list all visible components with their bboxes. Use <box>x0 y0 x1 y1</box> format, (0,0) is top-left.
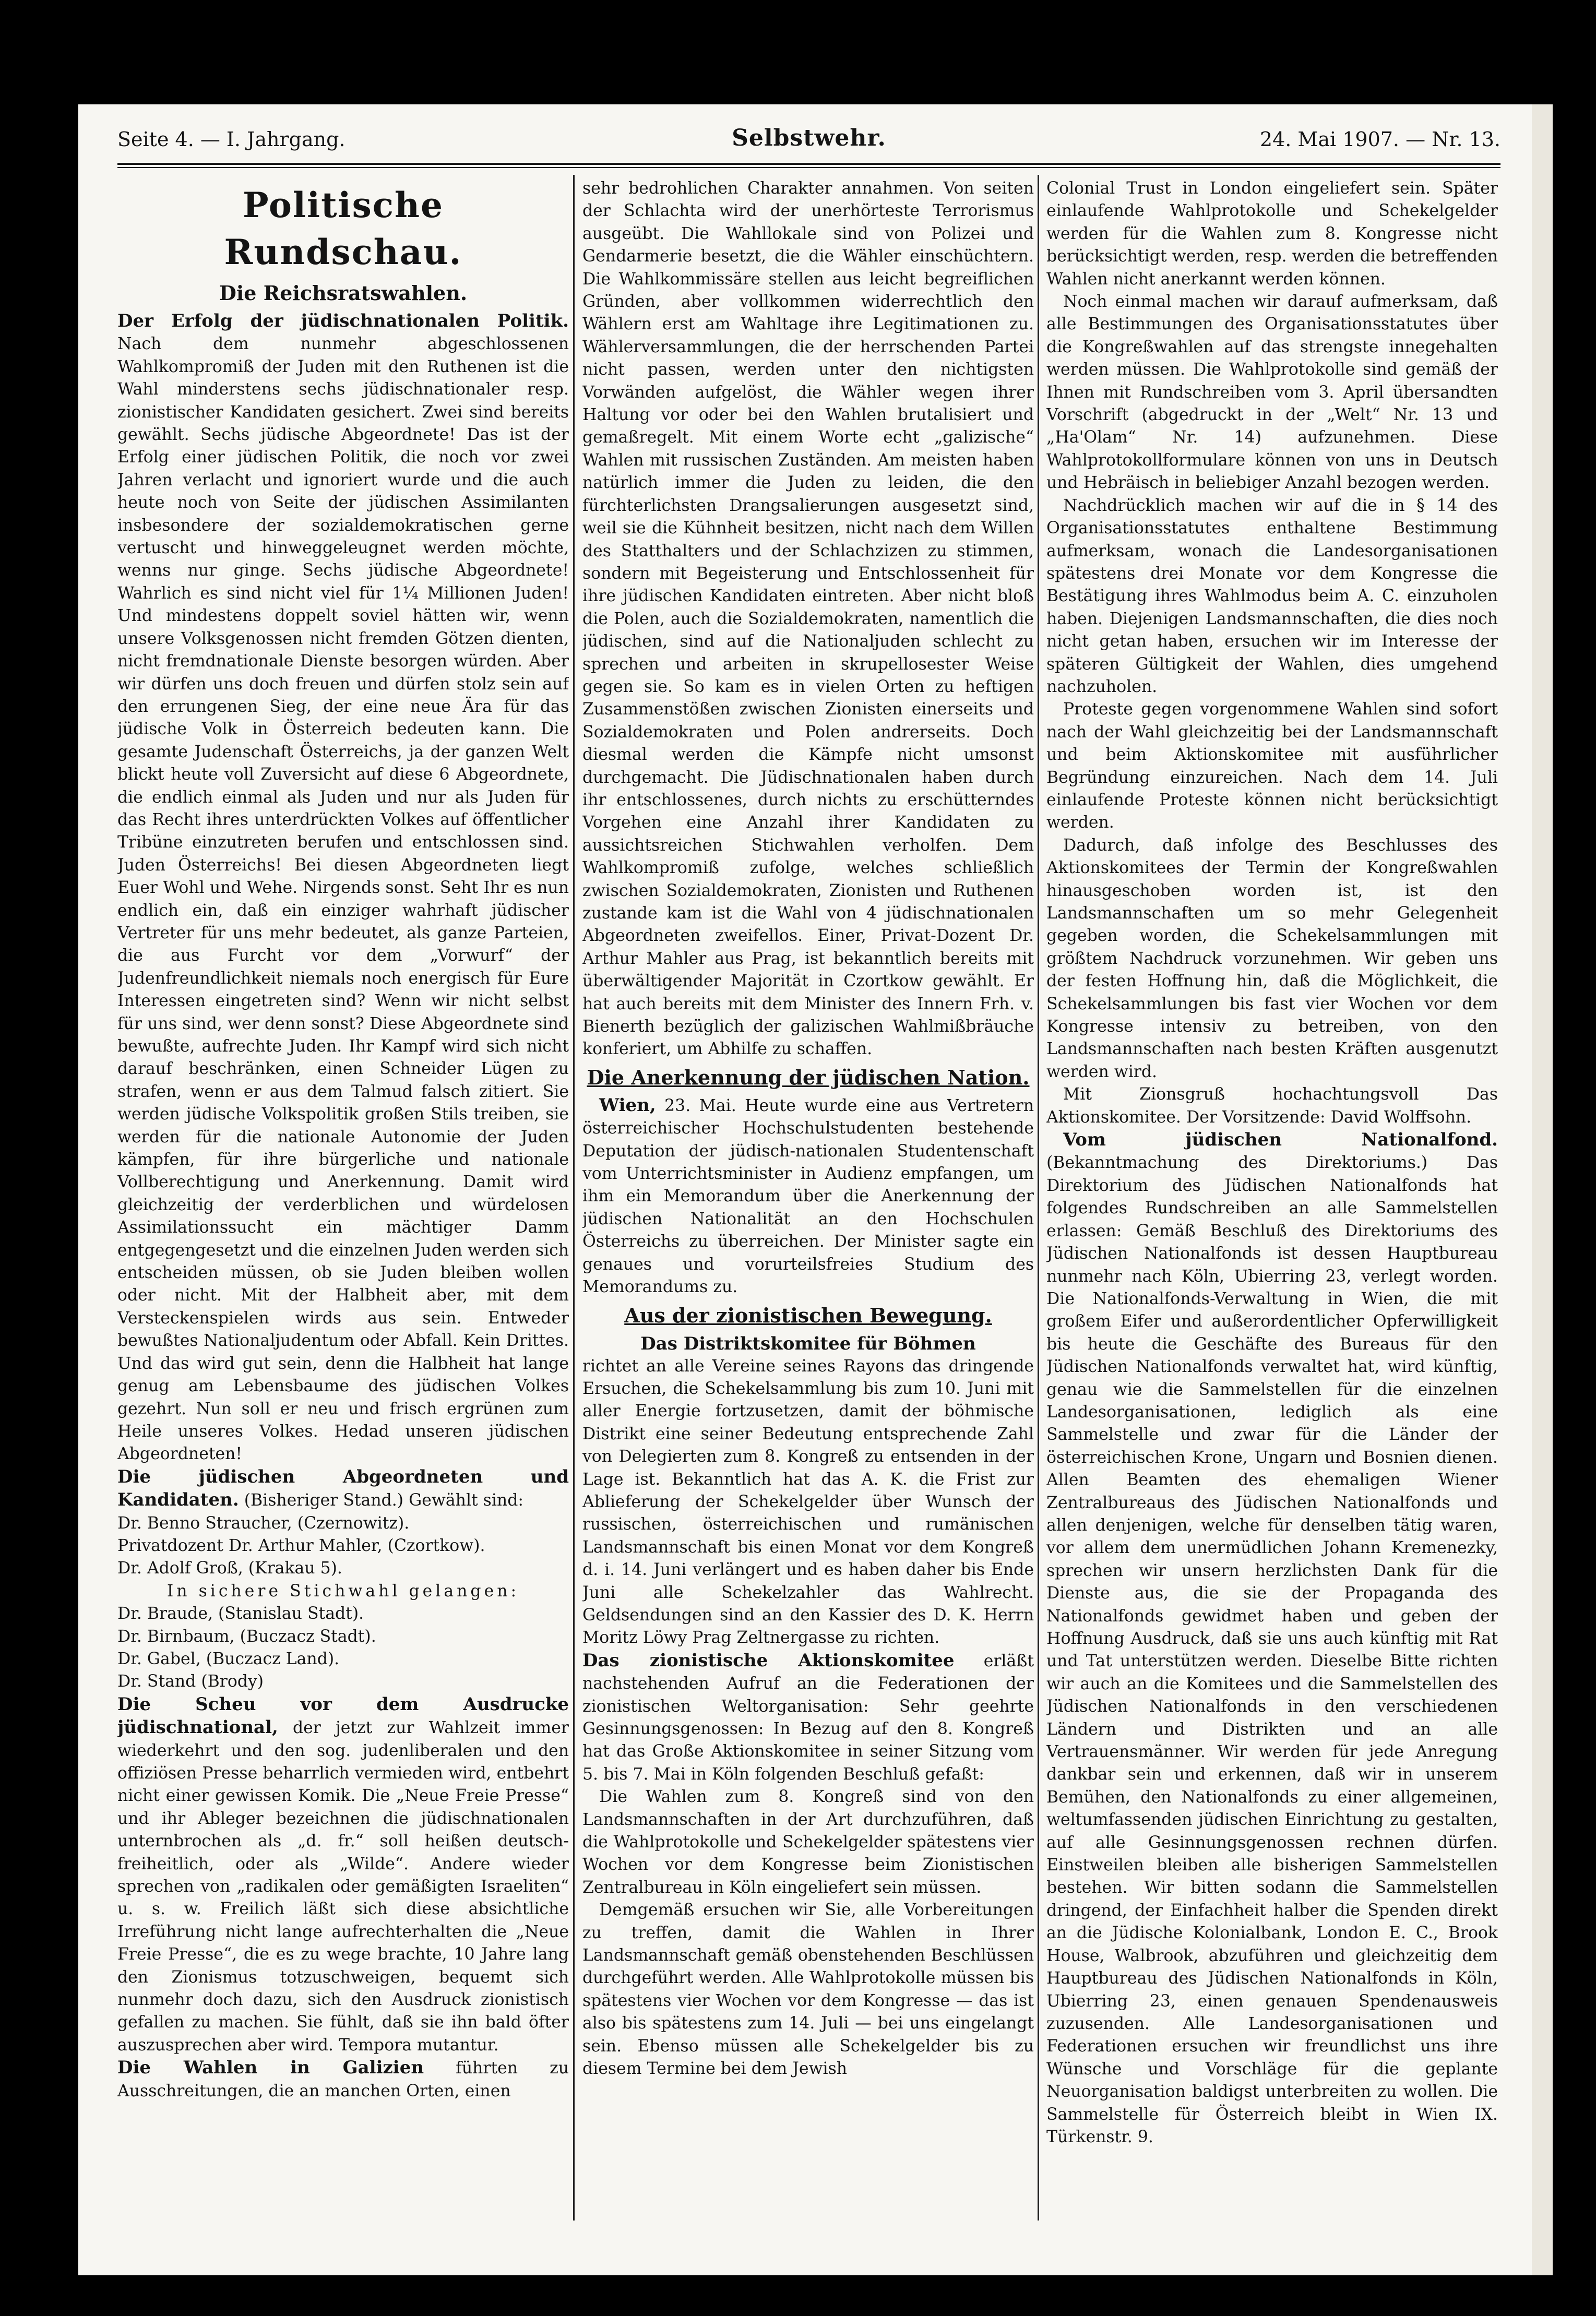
header-rule <box>117 163 1500 165</box>
article-paragraph: Colonial Trust in London eingeliefert sein. Später einlaufende Wahlprotokolle und Schekelgelder werden für die Wahlen zum 8. Kongresse nicht berücksichtigt werden, resp. werden die betreffenden Wahlen nicht anerkannt werden können. <box>1046 179 1498 289</box>
article-paragraph <box>117 1693 569 2057</box>
article-paragraph: Die Wahlen zum 8. Kongreß sind von den Landsmannschaften in der Art durchzuführen, daß die Wahlprotokolle und Schekelgelder spätestens vier Wochen vor dem Kongresse beim Zionistischen Zentralbureau in Köln eingeliefert sein müssen. <box>582 1787 1034 1897</box>
article-paragraph <box>117 1466 569 1512</box>
article-text: führten zu Ausschreitungen, die an manchen Orten, einen <box>117 2059 569 2100</box>
header-rule-thin <box>117 167 1500 168</box>
article-lead: Die Wahlen in Galizien <box>117 2057 424 2079</box>
column-2 <box>582 177 1034 2223</box>
article-lead: Der Erfolg der jüdischnationalen Politik. <box>117 311 569 331</box>
header-page-info: Seite 4. — I. Jahrgang. <box>117 128 346 151</box>
list-item: Dr. Stand (Brody) <box>117 1672 264 1691</box>
list-subheading: In sichere Stichwahl gelangen: <box>166 1581 520 1601</box>
article-paragraph: Proteste gegen vorgenommene Wahlen sind sofort nach der Wahl gleichzeitig bei der Landsmannschaft und beim Aktionskomitee mit ausführlicher Begründung einzureichen. Nach dem 14. Juli einlaufende Proteste können nicht berücksichtigt werden. <box>1046 700 1498 832</box>
article-paragraph <box>117 2057 569 2103</box>
header-newspaper-title: Selbstwehr. <box>732 125 886 151</box>
article-paragraph <box>117 310 569 1466</box>
article-text: (Bisheriger Stand.) Gewählt sind: <box>244 1491 523 1510</box>
article-text: 23. Mai. Heute wurde eine aus Vertretern österreichischer Hochschulstudenten bestehende Deputation der jüdisch-nationalen Studentenschaft vom Unterrichtsminister in Audienz empfangen, um ihm ein Memorandum über die Anerkennung der jüdischen Nationalität an den Hochschulen Österreichs zu überreichen. Der Minister sagte ein genaues und vorurteilsfreies Studium des Memorandums zu. <box>582 1096 1034 1297</box>
page-header <box>117 125 1500 159</box>
article-lead: Die Scheu vor dem Ausdrucke jüdischnational, <box>117 1693 569 1738</box>
article-text: (Bekanntmachung des Direktoriums.) Das Direktorium des Jüdischen Nationalfonds hat folgendes Rundschreiben an alle Sammelstellen erlassen: Gemäß Beschluß des Direktoriums des Jüdischen Nationalfonds ist dessen Hauptbureau nunmehr nach Köln, Ubierring 23, verlegt worden. Die Nationalfonds-Verwaltung in Wien, die mit großem Eifer und außerordentlicher Opferwilligkeit bis heute die Geschäfte des Bureaus für den Jüdischen Nationalfonds verwaltet hat, wird künftig, genau wie die Sammelstellen für die einzelnen Landesorganisationen, lediglich als eine Sammelstelle und zwar für die Länder der österreichischen Krone, Ungarn und Bosnien dienen. Allen Beamten des ehemaligen Wiener Zentralbureaus des Jüdischen Nationalfonds und allen denjenigen, welche für denselben tätig waren, vor allem dem unermüdlichen Johann Kremenezky, sprechen wir unsern herzlichsten Dank für die Dienste aus, die sie der Propaganda des Nationalfonds gewidmet haben und geben der Hoffnung Ausdruck, daß sie uns auch künftig mit Rat und Tat unterstützen werden. Dieselbe Bitte richten wir auch an die Komitees und die Sammelstellen des Jüdischen Nationalfonds in den verschiedenen Ländern und Distrikten und an alle Vertrauensmänner. Wir werden für jede Anregung dankbar sein und erkennen, daß wir in unserem Bemühen, den Nationalfonds zu einer allgemeinen, weltumfassenden jüdischen Einrichtung zu gestalten, auf alle Gesinnungsgenossen rechnen dürfen. Einstweilen bleiben alle bisherigen Sammelstellen bestehen. Wir bitten sodann die Sammelstellen dringend, der Einfachheit halber die Spenden direkt an die Jüdische Kolonialbank, London E. C., Brook House, Walbrook, abzuführen und gleichzeitig dem Hauptbureau des Jüdischen Nationalfonds in Köln, Ubierring 23, einen genauen Spendenausweis zuzusenden. Alle Landesorganisationen und Federationen ersuchen wir freundlichst uns ihre Wünsche und Vorschläge für die geplante Neuorganisation baldigst unterbreiten zu wollen. Die Sammelstelle für Österreich bleibt in Wien IX. Türkenstr. 9. <box>1046 1153 1498 2146</box>
section-masthead: Politische Rundschau. <box>224 185 462 272</box>
article-paragraph: Nachdrücklich machen wir auf die in § 14 des Organisationsstatutes enthaltene Bestimmung aufmerksam, wonach die Landesorganisationen spätestens drei Monate vor dem Kongresse die Bestätigung ihres Wahlmodus beim A. C. einzuholen haben. Diejenigen Landsmannschaften, die dies noch nicht getan haben, ersuchen wir im Interesse der späteren Gültigkeit der Wahlen, dies umgehend nachzuholen. <box>1046 496 1498 696</box>
article-text: erläßt nachstehenden Aufruf an die Federationen der zionistischen Weltorganisation: Sehr geehrte Gesinnungsgenossen: In Bezug auf den 8. Kongreß hat das Große Aktionskomitee in seiner Sitzung vom 5. bis 7. Mai in Köln folgenden Beschluß gefaßt: <box>582 1651 1034 1784</box>
article-paragraph <box>1046 1129 1498 2148</box>
article-paragraph <box>582 1094 1034 1299</box>
article-lead: Wien, <box>599 1094 656 1116</box>
article-subheading: Das Distriktskomitee für Böhmen <box>640 1333 976 1354</box>
column-3 <box>1046 177 1498 2223</box>
column-divider-2 <box>1038 175 1039 2221</box>
article-heading: Die Anerkennung der jüdischen Nation. <box>587 1065 1030 1089</box>
article-paragraph: Demgemäß ersuchen wir Sie, alle Vorbereitungen zu treffen, damit die Wahlen in Ihrer Landsmannschaft gemäß obenstehenden Beschlüssen durchgeführt werden. Alle Wahlprotokolle müssen bis spätestens vier Wochen vor dem Kongresse — das ist also bis spätestens zum 14. Juli — bei uns eingelangt sein. Ebenso müssen alle Schekelgelder bis zu diesem Termine bei dem Jewish <box>582 1901 1034 2079</box>
article-text: der jetzt zur Wahlzeit immer wiederkehrt und den sog. judenliberalen und den offiziösen Presse beharrlich vermieden wird, entbehrt nicht einer gewissen Komik. Die „Neue Freie Presse“ und ihr Ableger bezeichnen die jüdischnationalen unternbrochen als „d. fr.“ soll heißen deutsch-freiheitlich, oder als „Wilde“. Andere wieder sprechen von „radikalen oder gemäßigten Israeliten“ u. s. w. Freilich läßt sich diese absichtliche Irreführung nicht lange aufrechterhalten die „Neue Freie Presse“, die es zu wege brachte, 10 Jahre lang den Zionismus totzuschweigen, bequemt sich nunmehr doch dazu, sich den Ausdruck zionistisch gefallen zu machen. Sie fühlt, daß sie ihn bald öfter auszusprechen aber wird. Tempora mutantur. <box>117 1718 569 2055</box>
list-item: Dr. Birnbaum, (Buczacz Stadt). <box>117 1627 376 1646</box>
article-closing: Mit Zionsgruß hochachtungsvoll Das Aktionskomitee. Der Vorsitzende: David Wolffsohn. <box>1046 1085 1498 1127</box>
elected-list <box>117 1512 569 1693</box>
article-lead: Das zionistische Aktionskomitee <box>582 1650 955 1671</box>
newspaper-page <box>78 104 1537 2275</box>
article-lead: Die jüdischen Abgeordneten und Kandidaten. <box>117 1466 569 1511</box>
column-divider-1 <box>573 175 575 2221</box>
column-1 <box>117 177 569 2223</box>
article-paragraph: sehr bedrohlichen Charakter annahmen. Von seiten der Schlachta wird der unerhörteste Terrorismus ausgeübt. Die Wahllokale sind von Polizei und Gendarmerie besetzt, die die Wähler einschüchtern. Die Wahlkommissäre stellen aus leicht begreiflichen Gründen, aber vollkommen widerrechtlich den Wählern erst am Wahltage ihre Legitimationen zu. Wählerversammlungen, die der herrschenden Partei nicht passen, werden unter den nichtigsten Vorwänden aufgelöst, die Wähler wegen ihrer Haltung vor oder bei den Wahlen brutalisiert und gemaßregelt. Mit einem Worte echt „galizische“ Wahlen mit russischen Zuständen. Am meisten haben natürlich immer die Juden zu leiden, die den fürchterlichsten Drangsalierungen ausgesetzt sind, weil sie die Kühnheit besitzen, nicht nach dem Willen des Statthalters und der Schlachzizen zu stimmen, sondern mit Begeisterung und Entschlossenheit für ihre jüdischen Kandidaten eintreten. Aber nicht bloß die Polen, auch die Sozialdemokraten, namentlich die jüdischen, sind auf die Nationaljuden schlecht zu sprechen und arbeiten in skrupellosester Weise gegen sie. So kam es in vielen Orten zu heftigen Zusammenstößen zwischen Zionisten einerseits und Sozialdemokraten und Polen andrerseits. Doch diesmal werden die Kämpfe nicht umsonst durchgemacht. Die Jüdischnationalen haben durch ihr entschlossenes, durch nichts zu erschütterndes Vorgehen eine Anzahl ihrer Kandidaten zu aussichtsreichen Stichwahlen verholfen. Dem Wahlkompromiß zufolge, welches schließlich zwischen Sozialdemokraten, Zionisten und Ruthenen zustande kam ist die Wahl von 4 jüdischnationalen Abgeordneten zweifellos. Einer, Privat-Dozent Dr. Arthur Mahler aus Prag, ist bekanntlich bereits mit überwältigender Majorität in Czortkow gewählt. Er hat auch bereits mit dem Minister des Innern Frh. v. Bienerth bezüglich der galizischen Wahlmißbräuche konferiert, um Abhilfe zu schaffen. <box>582 179 1034 1059</box>
list-item: Dr. Braude, (Stanislau Stadt). <box>117 1604 364 1623</box>
article-text: Nach dem nunmehr abgeschlossenen Wahlkompromiß der Juden mit den Ruthenen ist die Wahl minderstens sechs jüdischnationaler resp. zionistischer Kandidaten gesichert. Zwei sind bereits gewählt. Sechs jüdische Abgeordnete! Das ist der Erfolg einer jüdischen Politik, die noch vor zwei Jahren verlacht und ignoriert wurde und die auch heute noch von Seite der jüdischen Assimilanten insbesondere der sozialdemokratischen gerne vertuscht und hinweggeleugnet werden möchte, wenns nur ginge. Sechs jüdische Abgeordnete! Wahrlich es sind nicht viel für 1¼ Millionen Juden! Und mindestens doppelt soviel hätten wir, wenn unsere Volksgenossen nicht fremden Götzen dienten, nicht fremdnationale Dienste besorgen würden. Aber wir dürfen uns doch freuen und dürfen stolz sein auf den errungenen Sieg, der eine neue Ära für das jüdische Volk in Österreich bedeuten kann. Die gesamte Judenschaft Österreichs, ja der ganzen Welt blickt heute voll Zuversicht auf diese 6 Abgeordnete, die endlich einmal als Juden und nur als Juden für das Recht ihres unterdrückten Volkes auf öffentlicher Tribüne einzutreten berufen und entschlossen sind. Juden Österreichs! Bei diesen Abgeordneten liegt Euer Wohl und Wehe. Nirgends sonst. Seht Ihr es nun endlich ein, daß ein einziger wahrhaft jüdischer Vertreter für uns mehr bedeutet, als ganze Parteien, die aus Furcht vor dem „Vorwurf“ der Judenfreundlichkeit niemals noch energisch für Eure Interessen eingetreten sind? Wenn wir nicht selbst für uns sind, wer denn sonst? Diese Abgeordnete sind bewußte, aufrechte Juden. Ihr Kampf wird sich nicht darauf beschränken, einen Schneider Lügen zu strafen, wenn er aus dem Talmud falsch zitiert. Sie werden jüdische Volkspolitik großen Stils treiben, sie werden für die nationale Autonomie der Juden kämpfen, für ihre bürgerliche und nationale Vollberechtigung und Anerkennung. Damit wird gleichzeitig der verderblichen und würdelosen Assimilationssucht ein mächtiger Damm entgegengesetzt und die einzelnen Juden werden sich entscheiden müssen, ob sie Juden bleiben wollen oder nicht. Mit der Halbheit aber, mit dem Versteckenspielen wirds aus sein. Entweder bewußtes Nationaljudentum oder Abfall. Kein Drittes. Und das wird gut sein, denn die Halbheit hat lange genug am Lebensbaume des jüdischen Volkes gezehrt. Nun soll er neu und frisch ergrünen zum Heile unseres Volkes. Hedad unseren jüdischen Abgeordneten! <box>117 335 569 1464</box>
article-paragraph: richtet an alle Vereine seines Rayons das dringende Ersuchen, die Schekelsammlung bis zum 10. Juni mit aller Energie fortzusetzen, damit der böhmische Distrikt eine seiner Bedeutung entsprechende Zahl von Delegierten zum 8. Kongreß zu entsenden in der Lage ist. Bekanntlich hat das A. K. die Frist zur Ablieferung der Schekelgelder über Wunsch der russischen, österreichischen und rumänischen Landsmannschaft bis einen Monat vor dem Kongreß d. i. 14. Juni verlängert und es haben daher bis Ende Juni alle Schekelzahler das Wahlrecht. Geldsendungen sind an den Kassier des D. K. Herrn Moritz Löwy Prag Zeltnergasse zu richten. <box>582 1356 1034 1648</box>
list-item: Dr. Adolf Groß, (Krakau 5). <box>117 1559 342 1578</box>
section-subtitle: Die Reichsratswahlen. <box>219 281 468 305</box>
list-item: Dr. Benno Straucher, (Czernowitz). <box>117 1513 410 1533</box>
article-paragraph: Noch einmal machen wir darauf aufmerksam, daß alle Bestimmungen des Organisationsstatutes über die Kongreßwahlen auf das strengste innegehalten werden müssen. Die Wahlprotokolle sind gemäß der Ihnen mit Rundschreiben vom 3. April übersandten Vorschrift (abgedruckt in der „Welt“ Nr. 13 und „Ha'Olam“ Nr. 14) aufzunehmen. Diese Wahlprotokollformulare können von uns in Deutsch und Hebräisch in beliebiger Anzahl bezogen werden. <box>1046 292 1498 493</box>
article-heading: Aus der zionistischen Bewegung. <box>624 1303 992 1327</box>
header-date-issue: 24. Mai 1907. — Nr. 13. <box>1259 128 1500 151</box>
list-item: Dr. Gabel, (Buczacz Land). <box>117 1649 340 1668</box>
list-item: Privatdozent Dr. Arthur Mahler, (Czortkow). <box>117 1536 485 1555</box>
article-paragraph <box>582 1650 1034 1786</box>
article-paragraph: Dadurch, daß infolge des Beschlusses des Aktionskomitees der Termin der Kongreßwahlen hinausgeschoben worden ist, ist den Landsmannschaften um so mehr Gelegenheit gegeben worden, die Schekelsammlungen mit größtem Nachdruck vorzunehmen. Wir geben uns der festen Hoffnung hin, daß die Möglichkeit, die Schekelsammlungen bis fast vier Wochen vor dem Kongresse intensiv zu betreiben, von den Landsmannschaften nach besten Kräften ausgenutzt werden wird. <box>1046 835 1498 1081</box>
article-lead: Vom jüdischen Nationalfond. <box>1063 1129 1498 1151</box>
